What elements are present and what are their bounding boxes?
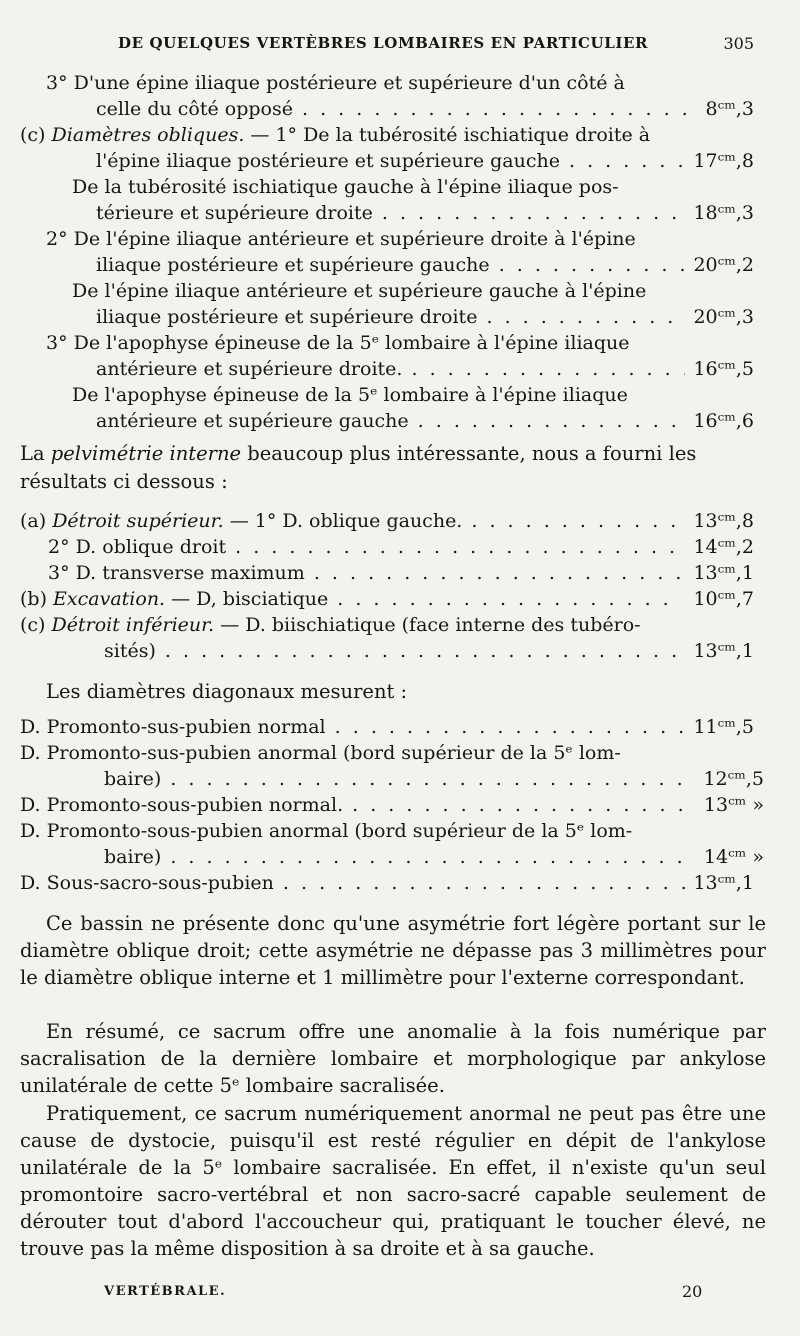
measure-row <box>104 844 764 870</box>
measure-line: 2° De l'épine iliaque antérieure et supérieure droite à l'épine <box>46 228 636 250</box>
label-prefix: (c) <box>20 614 46 636</box>
measure-label: D. Promonto-sous-pubien normal. . . . <box>20 792 690 818</box>
measure-label: iliaque postérieure et supérieure gauche . . . <box>96 252 686 278</box>
measure-value: 10ᶜᵐ,7 <box>685 586 754 612</box>
measure-row <box>20 714 754 740</box>
intro-rest: beaucoup plus intéressante, nous a fourni les <box>247 442 697 465</box>
practical-paragraph: Pratiquement, ce sacrum numériquement anormal ne peut pas être une cause de dystocie, puisqu'il est resté régulier en dépit de l'ankylose unilatérale de la 5ᵉ lombaire sacralisée. En effet, il n'existe qu'un seul promontoire sacro-vertébral et non sacro-sacré capable seulement de dérouter tout d'abord l'accoucheur qui, pratiquant le toucher élevé, ne trouve pas la même disposition à sa droite et à sa gauche. <box>20 1102 766 1260</box>
measure-row <box>48 560 754 586</box>
intro-line <box>20 440 696 468</box>
diameters-heading: Diamètres obliques. <box>51 124 245 146</box>
measure-row <box>96 96 754 122</box>
measure-row <box>96 252 754 278</box>
measure-value: 17ᶜᵐ,8 <box>685 148 754 174</box>
measure-label <box>20 508 680 534</box>
diagonal-intro: Les diamètres diagonaux mesurent : <box>46 680 408 703</box>
measure-label: antérieure et supérieure gauche . . . <box>96 408 686 434</box>
measure-line: (c) Diamètres obliques. — 1° De la tubérosité ischiatique droite à <box>20 124 651 146</box>
label-rest: — D. biischiatique (face interne des tubéro- <box>220 614 641 636</box>
measure-row <box>104 638 754 664</box>
intro-line: résultats ci dessous : <box>20 470 228 493</box>
measure-value: 14ᶜᵐ » <box>696 844 764 870</box>
measure-row <box>96 356 754 382</box>
measure-row <box>96 148 754 174</box>
summary-paragraph: En résumé, ce sacrum offre une anomalie à la fois numérique par sacralisation de la dernière lombaire et morphologique par ankylose unilatérale de cette 5ᵉ lombaire sacralisée. <box>20 1020 766 1097</box>
measure-line: De l'épine iliaque antérieure et supérieure gauche à l'épine <box>72 280 647 302</box>
measure-label: térieure et supérieure droite . . . <box>96 200 686 226</box>
label-italic: Excavation. <box>53 588 166 610</box>
measure-label: sités) . . . <box>104 638 684 664</box>
measure-row <box>96 408 754 434</box>
measure-value: 16ᶜᵐ,5 <box>685 356 754 382</box>
measure-label: l'épine iliaque postérieure et supérieure gauche . . . <box>96 148 686 174</box>
measure-value: 13ᶜᵐ » <box>696 792 764 818</box>
measure-value: 16ᶜᵐ,6 <box>685 408 754 434</box>
sheet-number: 20 <box>682 1282 703 1301</box>
measure-line: D. Promonto-sus-pubien anormal (bord supérieur de la 5ᵉ lom- <box>20 742 621 764</box>
conclusion-paragraph: Ce bassin ne présente donc qu'une asymétrie fort légère portant sur le diamètre oblique droit; cette asymétrie ne dépasse pas 3 millimètres pour le diamètre oblique interne et 1 millimètre pour l'externe correspondant. <box>20 912 766 989</box>
intro-italic-term: pelvimétrie interne <box>50 442 242 465</box>
measure-row <box>48 534 754 560</box>
measure-value: 14ᶜᵐ,2 <box>685 534 754 560</box>
label-rest: — 1° D. oblique gauche. <box>229 510 463 532</box>
measure-value: 13ᶜᵐ,1 <box>685 870 754 896</box>
page-footer <box>0 1280 800 1306</box>
label-italic: Détroit inférieur. <box>51 614 215 636</box>
measure-label: baire) . . . <box>104 844 694 870</box>
measure-label: 2° D. oblique droit . . . <box>48 534 688 560</box>
measure-line: 3° De l'apophyse épineuse de la 5ᵉ lombaire à l'épine iliaque <box>46 332 630 354</box>
measure-row <box>96 200 754 226</box>
measure-value: 13ᶜᵐ,1 <box>685 638 754 664</box>
measure-label: antérieure et supérieure droite. . . . <box>96 356 686 382</box>
label-rest: — D, bisciatique <box>171 588 329 610</box>
measure-line: 3° D'une épine iliaque postérieure et supérieure d'un côté à <box>46 72 625 94</box>
measure-value: 20ᶜᵐ,3 <box>685 304 754 330</box>
page-header <box>0 30 800 60</box>
measure-line: De la tubérosité ischiatique gauche à l'épine iliaque pos- <box>72 176 619 198</box>
label-prefix: (a) <box>20 510 47 532</box>
measure-row <box>20 870 754 896</box>
measure-value: 13ᶜᵐ,1 <box>685 560 754 586</box>
running-head: DE QUELQUES VERTÈBRES LOMBAIRES EN PARTICULIER <box>118 34 649 52</box>
measure-row <box>20 508 754 534</box>
measure-label: iliaque postérieure et supérieure droite . . . <box>96 304 686 330</box>
page-number: 305 <box>723 34 754 53</box>
measure-row <box>20 586 754 612</box>
measure-label: celle du côté opposé . . . <box>96 96 696 122</box>
measure-label <box>20 586 680 612</box>
measure-row <box>20 792 764 818</box>
measure-row <box>96 304 754 330</box>
measure-label: D. Promonto-sus-pubien normal . . . <box>20 714 690 740</box>
label-prefix: (b) <box>20 588 47 610</box>
measure-line: D. Promonto-sous-pubien anormal (bord supérieur de la 5ᵉ lom- <box>20 820 633 842</box>
measure-label: D. Sous-sacro-sous-pubien . . . <box>20 870 690 896</box>
measure-value: 20ᶜᵐ,2 <box>685 252 754 278</box>
measure-line <box>20 612 641 638</box>
measure-label: 3° D. transverse maximum . . . <box>48 560 688 586</box>
label-italic: Détroit supérieur. <box>52 510 224 532</box>
measure-value: 18ᶜᵐ,3 <box>685 200 754 226</box>
signature-mark: VERTÉBRALE. <box>104 1284 227 1299</box>
measure-value: 13ᶜᵐ,8 <box>685 508 754 534</box>
measure-row <box>104 766 764 792</box>
measure-label: baire) . . . <box>104 766 694 792</box>
measure-value: 8ᶜᵐ,3 <box>698 96 754 122</box>
measure-value: 11ᶜᵐ,5 <box>685 714 754 740</box>
intro-lead: La <box>20 442 45 465</box>
measure-line: De l'apophyse épineuse de la 5ᵉ lombaire à l'épine iliaque <box>72 384 628 406</box>
measure-value: 12ᶜᵐ,5 <box>695 766 764 792</box>
